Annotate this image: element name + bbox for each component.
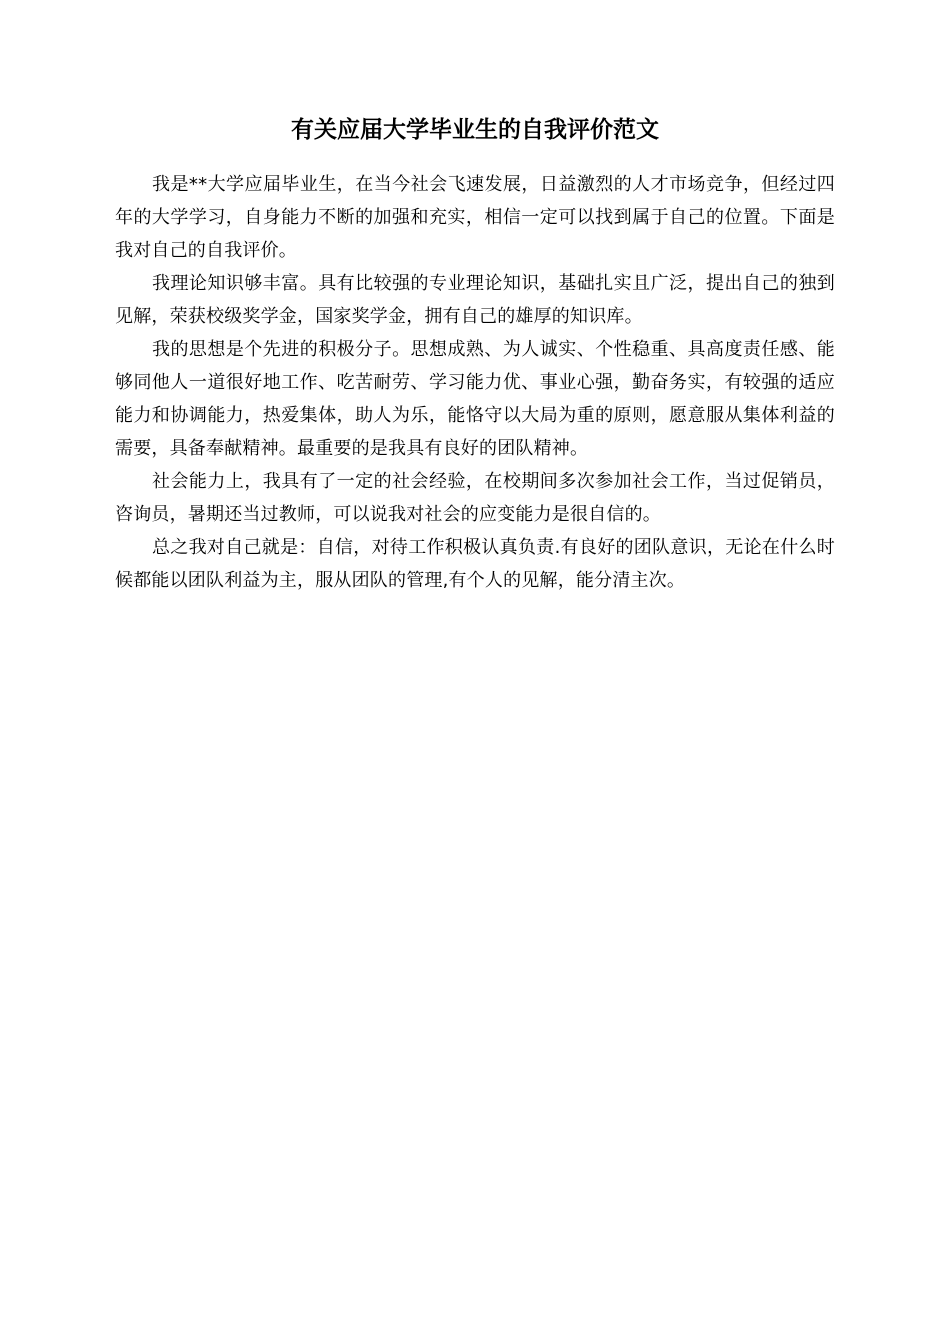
document-title: 有关应届大学毕业生的自我评价范文 [291,117,659,143]
paragraph-thinking: 我的思想是个先进的积极分子。思想成熟、为人诚实、个性稳重、具高度责任感、能够同他人一道很好地工作、吃苦耐劳、学习能力优、事业心强，勤奋务实，有较强的适应能力和协调能力，热爱集体，助人为乐，能恪守以大局为重的原则，愿意服从集体利益的需要，具备奉献精神。最重要的是我具有良好的团队精神。 [115,339,835,459]
paragraph-conclusion: 总之我对自己就是：自信，对待工作积极认真负责.有良好的团队意识，无论在什么时候都能以团队利益为主，服从团队的管理,有个人的见解，能分清主次。 [115,537,835,591]
document-body [115,168,835,597]
paragraph-intro: 我是**大学应届毕业生，在当今社会飞速发展，日益激烈的人才市场竞争，但经过四年的大学学习，自身能力不断的加强和充实，相信一定可以找到属于自己的位置。下面是我对自己的自我评价。 [115,174,835,261]
paragraph-theory-knowledge: 我理论知识够丰富。具有比较强的专业理论知识，基础扎实且广泛，提出自己的独到见解，荣获校级奖学金，国家奖学金，拥有自己的雄厚的知识库。 [115,273,835,327]
paragraph-social-ability: 社会能力上，我具有了一定的社会经验，在校期间多次参加社会工作，当过促销员，咨询员，暑期还当过教师，可以说我对社会的应变能力是很自信的。 [115,471,835,525]
